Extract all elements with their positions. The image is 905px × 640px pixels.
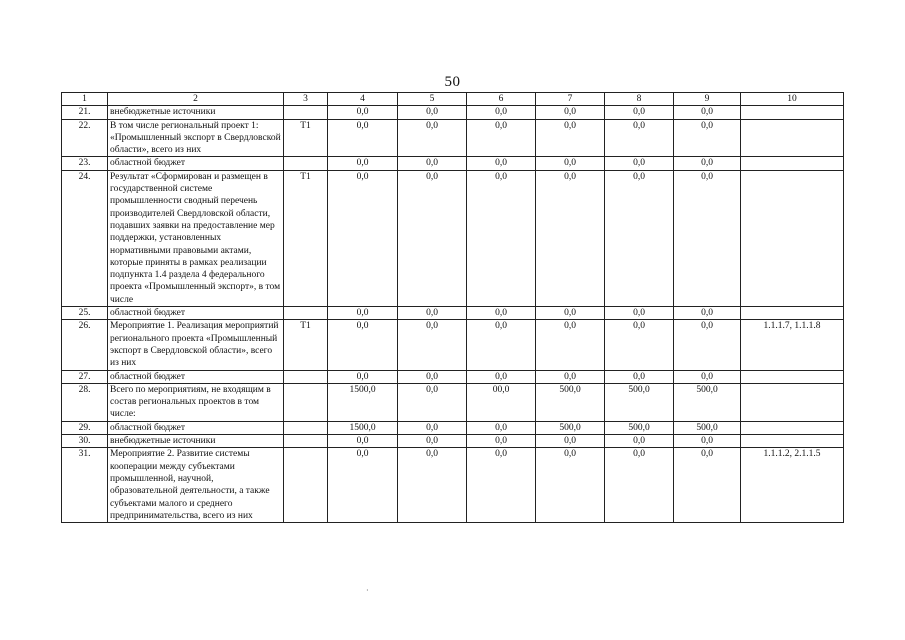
row-value: 0,0 <box>605 448 674 523</box>
row-value: 0,0 <box>605 106 674 119</box>
row-name: областной бюджет <box>108 370 284 383</box>
row-value: 0,0 <box>398 421 467 434</box>
row-reference <box>741 421 844 434</box>
column-header: 5 <box>398 93 467 106</box>
row-number: 26. <box>62 320 108 370</box>
row-value: 0,0 <box>328 106 398 119</box>
budget-table <box>61 92 844 523</box>
row-value: 1500,0 <box>328 383 398 421</box>
row-reference <box>741 383 844 421</box>
row-value: 0,0 <box>536 448 605 523</box>
row-target-code <box>284 370 328 383</box>
row-value: 1500,0 <box>328 421 398 434</box>
row-number: 29. <box>62 421 108 434</box>
row-name: В том числе региональный проект 1: «Промышленный экспорт в Свердловской области», всего из них <box>108 119 284 157</box>
row-value: 0,0 <box>328 370 398 383</box>
row-target-code <box>284 106 328 119</box>
row-value: 0,0 <box>536 106 605 119</box>
row-value: 500,0 <box>605 383 674 421</box>
row-value: 0,0 <box>536 119 605 157</box>
row-number: 21. <box>62 106 108 119</box>
scan-speck: · <box>366 586 369 595</box>
row-value: 0,0 <box>467 106 536 119</box>
row-value: 0,0 <box>328 448 398 523</box>
row-value: 0,0 <box>398 106 467 119</box>
table-row <box>62 157 844 170</box>
row-value: 0,0 <box>605 435 674 448</box>
row-value: 0,0 <box>467 435 536 448</box>
row-reference <box>741 435 844 448</box>
column-header: 7 <box>536 93 605 106</box>
row-value: 0,0 <box>605 119 674 157</box>
row-value: 0,0 <box>536 320 605 370</box>
row-value: 0,0 <box>674 448 741 523</box>
table-body <box>62 93 844 523</box>
column-header: 9 <box>674 93 741 106</box>
row-value: 0,0 <box>674 106 741 119</box>
row-value: 0,0 <box>674 170 741 306</box>
row-target-code <box>284 157 328 170</box>
row-value: 0,0 <box>674 370 741 383</box>
row-value: 0,0 <box>328 307 398 320</box>
row-target-code <box>284 421 328 434</box>
row-name: областной бюджет <box>108 307 284 320</box>
row-value: 0,0 <box>674 320 741 370</box>
row-name: областной бюджет <box>108 421 284 434</box>
row-reference: 1.1.1.2, 2.1.1.5 <box>741 448 844 523</box>
row-value: 0,0 <box>467 119 536 157</box>
row-number: 22. <box>62 119 108 157</box>
row-value: 0,0 <box>536 157 605 170</box>
row-value: 0,0 <box>398 383 467 421</box>
row-value: 0,0 <box>605 307 674 320</box>
row-value: 0,0 <box>328 170 398 306</box>
table-row <box>62 435 844 448</box>
row-reference <box>741 370 844 383</box>
row-value: 0,0 <box>467 157 536 170</box>
column-header: 10 <box>741 93 844 106</box>
row-target-code <box>284 383 328 421</box>
table-row <box>62 421 844 434</box>
row-number: 27. <box>62 370 108 383</box>
row-name: Результат «Сформирован и размещен в государственной системе промышленности сводный перечень производителей Свердловской области, подавших заявки на предоставление мер поддержки, установленных нормативными правовыми актами, которые приняты в рамках реализации подпункта 1.4 раздела 4 федерального проекта «Промышленный экспорт», в том числе <box>108 170 284 306</box>
table-row <box>62 307 844 320</box>
row-value: 0,0 <box>328 119 398 157</box>
column-header: 6 <box>467 93 536 106</box>
table-row <box>62 119 844 157</box>
row-value: 0,0 <box>674 157 741 170</box>
table-row <box>62 170 844 306</box>
row-name: Всего по мероприятиям, не входящим в состав региональных проектов в том числе: <box>108 383 284 421</box>
row-target-code: Т1 <box>284 170 328 306</box>
column-header: 1 <box>62 93 108 106</box>
table-row <box>62 320 844 370</box>
row-reference <box>741 157 844 170</box>
row-name: областной бюджет <box>108 157 284 170</box>
row-number: 28. <box>62 383 108 421</box>
row-value: 0,0 <box>536 370 605 383</box>
row-name: внебюджетные источники <box>108 435 284 448</box>
row-number: 30. <box>62 435 108 448</box>
row-value: 0,0 <box>398 435 467 448</box>
row-value: 0,0 <box>398 170 467 306</box>
row-value: 0,0 <box>605 320 674 370</box>
row-number: 23. <box>62 157 108 170</box>
row-value: 0,0 <box>674 307 741 320</box>
row-value: 0,0 <box>467 421 536 434</box>
row-target-code <box>284 448 328 523</box>
row-number: 24. <box>62 170 108 306</box>
row-value: 00,0 <box>467 383 536 421</box>
row-reference <box>741 170 844 306</box>
row-value: 0,0 <box>536 435 605 448</box>
row-value: 500,0 <box>674 383 741 421</box>
row-name: внебюджетные источники <box>108 106 284 119</box>
row-value: 0,0 <box>467 448 536 523</box>
row-value: 0,0 <box>398 370 467 383</box>
row-value: 0,0 <box>328 320 398 370</box>
row-name: Мероприятие 1. Реализация мероприятий регионального проекта «Промышленный экспорт в Свердловской области», всего из них <box>108 320 284 370</box>
column-header: 8 <box>605 93 674 106</box>
row-value: 0,0 <box>398 157 467 170</box>
row-value: 0,0 <box>605 157 674 170</box>
row-value: 0,0 <box>536 307 605 320</box>
row-target-code <box>284 307 328 320</box>
row-value: 0,0 <box>328 435 398 448</box>
row-reference: 1.1.1.7, 1.1.1.8 <box>741 320 844 370</box>
column-header: 2 <box>108 93 284 106</box>
row-value: 0,0 <box>398 320 467 370</box>
table-row <box>62 106 844 119</box>
row-value: 0,0 <box>674 119 741 157</box>
page-number: 50 <box>444 74 461 90</box>
row-value: 0,0 <box>467 370 536 383</box>
column-header: 4 <box>328 93 398 106</box>
column-header: 3 <box>284 93 328 106</box>
row-value: 0,0 <box>467 307 536 320</box>
row-value: 500,0 <box>605 421 674 434</box>
row-value: 0,0 <box>398 448 467 523</box>
row-value: 500,0 <box>536 383 605 421</box>
row-target-code <box>284 435 328 448</box>
row-value: 0,0 <box>674 435 741 448</box>
table-row <box>62 370 844 383</box>
row-value: 0,0 <box>398 307 467 320</box>
row-value: 0,0 <box>398 119 467 157</box>
row-value: 500,0 <box>674 421 741 434</box>
row-value: 0,0 <box>605 370 674 383</box>
row-value: 500,0 <box>536 421 605 434</box>
row-reference <box>741 119 844 157</box>
table-row <box>62 448 844 523</box>
row-number: 25. <box>62 307 108 320</box>
row-target-code: Т1 <box>284 320 328 370</box>
table-row <box>62 383 844 421</box>
row-value: 0,0 <box>467 320 536 370</box>
table-header-row <box>62 93 844 106</box>
row-reference <box>741 106 844 119</box>
row-value: 0,0 <box>328 157 398 170</box>
row-value: 0,0 <box>467 170 536 306</box>
row-number: 31. <box>62 448 108 523</box>
row-target-code: Т1 <box>284 119 328 157</box>
row-value: 0,0 <box>605 170 674 306</box>
row-value: 0,0 <box>536 170 605 306</box>
row-reference <box>741 307 844 320</box>
row-name: Мероприятие 2. Развитие системы кооперации между субъектами промышленной, научной, образовательной деятельности, а также субъектами малого и среднего предпринимательства, всего из них <box>108 448 284 523</box>
